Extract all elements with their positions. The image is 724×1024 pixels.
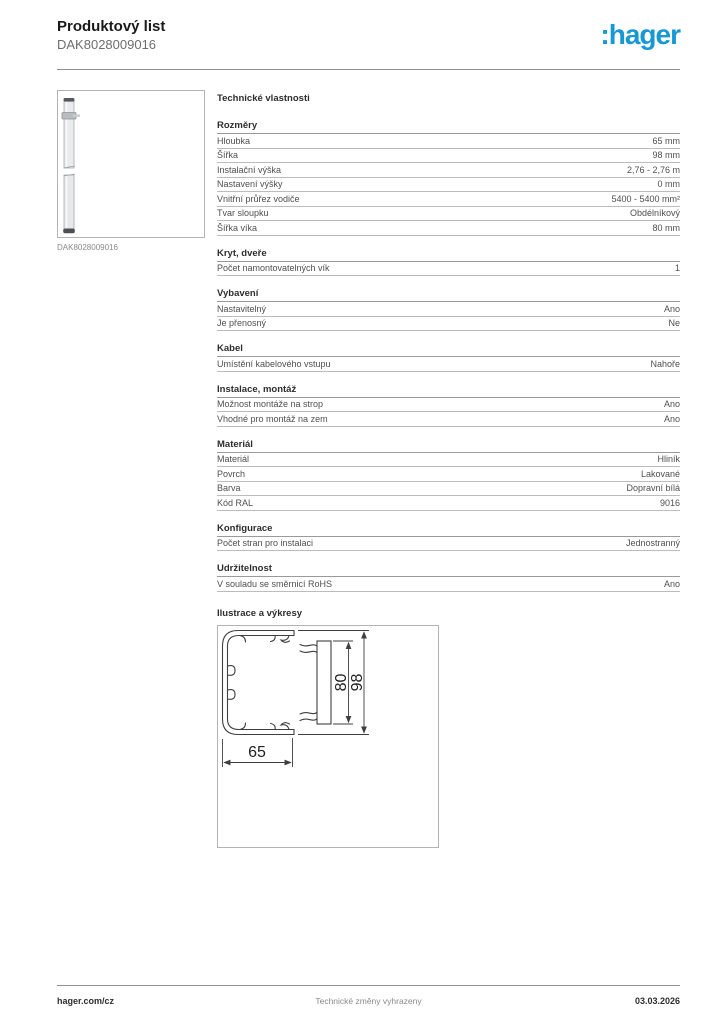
row-label: Povrch	[217, 468, 246, 479]
row-label: Vnitřní průřez vodiče	[217, 193, 300, 204]
section-title: Konfigurace	[217, 523, 680, 537]
dimension-label-cover: 80	[333, 673, 350, 691]
spec-section	[217, 248, 680, 277]
table-row	[217, 178, 680, 193]
table-row	[217, 482, 680, 497]
dimension-label-width: 65	[248, 743, 266, 761]
product-code: DAK8028009016	[57, 37, 157, 52]
section-rows	[217, 134, 680, 236]
table-row	[217, 163, 680, 178]
row-label: Je přenosný	[217, 318, 267, 328]
product-image-panel	[57, 90, 205, 252]
duct-profile	[223, 630, 295, 734]
dimension-label-height: 98	[349, 673, 366, 691]
row-label: Tvar sloupku	[217, 208, 269, 218]
row-value: Nahoře	[650, 358, 680, 369]
row-label: Možnost montáže na strop	[217, 399, 324, 409]
row-label: Hloubka	[217, 135, 251, 146]
spec-section	[217, 523, 680, 552]
spec-section	[217, 288, 680, 331]
section-title: Instalace, montáž	[217, 384, 680, 398]
tech-heading: Technické vlastnosti	[217, 93, 310, 104]
section-rows	[217, 357, 680, 372]
footer-divider	[57, 985, 680, 986]
illustration-heading: Ilustrace a výkresy	[217, 607, 303, 619]
table-row	[217, 207, 680, 222]
row-label: Šířka	[217, 150, 239, 160]
row-value: Ano	[663, 303, 680, 314]
spec-section	[217, 563, 680, 592]
row-value: 1	[674, 263, 680, 273]
row-label: Nastavení výšky	[217, 179, 283, 189]
table-row	[217, 412, 680, 427]
spec-section	[217, 384, 680, 427]
row-value: 0 mm	[657, 179, 680, 189]
row-value: Dopravní bílá	[626, 483, 680, 493]
footer-date: 03.03.2026	[634, 996, 680, 1006]
row-label: Počet stran pro instalaci	[217, 538, 314, 548]
row-label: Šířka víka	[217, 222, 258, 233]
table-row	[217, 577, 680, 592]
table-row	[217, 262, 680, 277]
row-label: Instalační výška	[217, 164, 282, 175]
row-value: Jednostranný	[625, 538, 680, 548]
row-value: Obdélníkový	[629, 208, 680, 218]
section-title: Udržitelnost	[217, 563, 680, 577]
section-title: Kabel	[217, 343, 680, 357]
row-value: Ano	[663, 399, 680, 409]
row-value: 5400 - 5400 mm²	[611, 193, 680, 204]
section-rows	[217, 262, 680, 277]
section-title: Kryt, dveře	[217, 248, 680, 262]
dimension-lines	[223, 630, 370, 767]
section-rows	[217, 398, 680, 427]
section-title: Rozměry	[217, 120, 680, 134]
table-row	[217, 221, 680, 236]
table-row	[217, 357, 680, 372]
lid-profile	[300, 641, 331, 724]
spec-section	[217, 343, 680, 372]
hager-logo: :hager	[600, 19, 680, 50]
table-row	[217, 496, 680, 511]
footer-notice: Technické změny vyhrazeny	[315, 996, 422, 1006]
section-rows	[217, 302, 680, 331]
section-rows	[217, 453, 680, 511]
row-label: Umístění kabelového vstupu	[217, 358, 331, 369]
tech-column	[217, 90, 680, 848]
row-label: Kód RAL	[217, 497, 254, 508]
product-image-frame	[57, 90, 205, 238]
row-value: Ne	[668, 318, 680, 328]
product-image	[58, 91, 204, 237]
table-row	[217, 149, 680, 164]
table-row	[217, 537, 680, 552]
page-title: Produktový list	[57, 18, 166, 35]
technical-drawing	[218, 626, 438, 847]
table-row	[217, 317, 680, 332]
section-title: Materiál	[217, 439, 680, 453]
section-title: Vybavení	[217, 288, 680, 302]
table-row	[217, 398, 680, 413]
footer-website: hager.com/cz	[57, 996, 115, 1006]
row-label: Vhodné pro montáž na zem	[217, 413, 328, 424]
header	[57, 18, 680, 53]
row-value: 2,76 - 2,76 m	[626, 164, 680, 175]
row-value: Lakované	[640, 468, 680, 479]
spec-section	[217, 120, 680, 236]
row-value: Ano	[663, 413, 680, 424]
row-value: 80 mm	[652, 222, 680, 233]
spec-section	[217, 439, 680, 511]
row-label: Barva	[217, 483, 241, 493]
row-label: Materiál	[217, 454, 250, 464]
row-label: Nastavitelný	[217, 303, 267, 314]
table-row	[217, 192, 680, 207]
row-value: 98 mm	[652, 150, 680, 160]
table-row	[217, 134, 680, 149]
section-rows	[217, 577, 680, 592]
tech-sections	[217, 120, 680, 592]
header-divider	[57, 69, 680, 70]
row-value: 65 mm	[652, 135, 680, 146]
row-value: 9016	[659, 497, 680, 508]
row-value: Hliník	[657, 454, 680, 464]
table-row	[217, 467, 680, 482]
row-label: Počet namontovatelných vík	[217, 263, 330, 273]
product-image-caption: DAK8028009016	[57, 243, 118, 252]
section-rows	[217, 537, 680, 552]
table-row	[217, 302, 680, 317]
table-row	[217, 453, 680, 468]
row-value: Ano	[663, 578, 680, 589]
row-label: V souladu se směrnicí RoHS	[217, 578, 333, 589]
technical-drawing-frame	[217, 625, 439, 848]
